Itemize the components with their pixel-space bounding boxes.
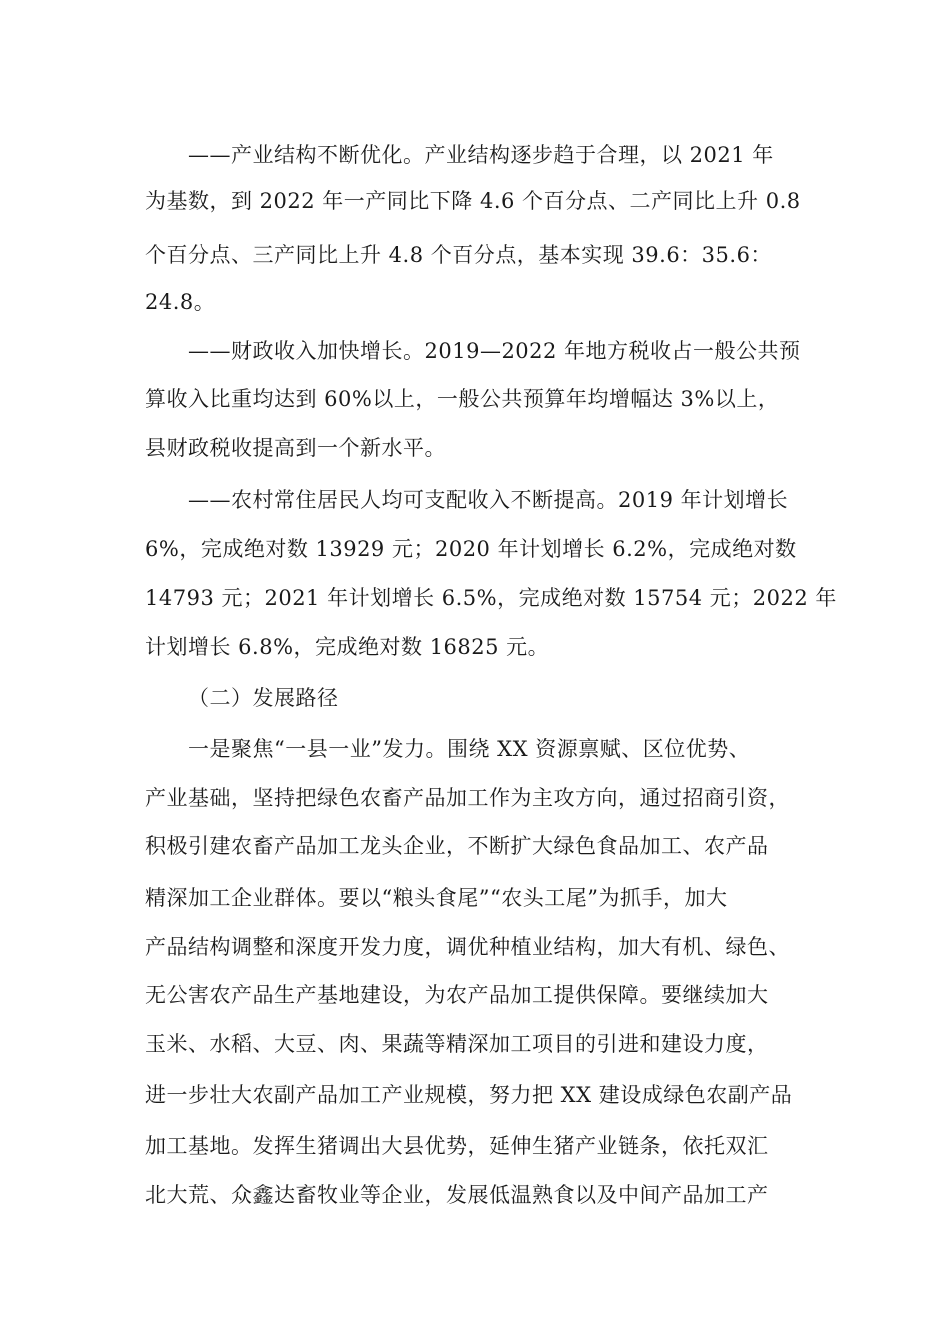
paragraph-5-line-8: 进一步壮大农副产品加工产业规模，努力把 XX 建设成绿色农副产品 <box>145 1083 793 1107</box>
paragraph-1-line-3: 个百分点、三产同比上升 4.8 个百分点，基本实现 39.6：35.6： <box>145 243 772 267</box>
paragraph-5-line-1: 一是聚焦“一县一业”发力。围绕 XX 资源禀赋、区位优势、 <box>188 737 751 761</box>
paragraph-3-line-3: 14793 元；2021 年计划增长 6.5%，完成绝对数 15754 元；2022 年 <box>145 586 837 610</box>
paragraph-5-line-6: 无公害农产品生产基地建设，为农产品加工提供保障。要继续加大 <box>145 983 769 1007</box>
paragraph-3-line-1: ——农村常住居民人均可支配收入不断提高。2019 年计划增长 <box>188 488 789 512</box>
paragraph-3-line-4: 计划增长 6.8%，完成绝对数 16825 元。 <box>145 635 550 659</box>
paragraph-1-line-2: 为基数，到 2022 年一产同比下降 4.6 个百分点、二产同比上升 0.8 <box>145 189 801 213</box>
paragraph-5-line-3: 积极引建农畜产品加工龙头企业，不断扩大绿色食品加工、农产品 <box>145 834 769 858</box>
paragraph-1-line-1: ——产业结构不断优化。产业结构逐步趋于合理，以 2021 年 <box>188 143 774 167</box>
paragraph-2-line-3: 县财政税收提高到一个新水平。 <box>145 436 446 460</box>
paragraph-5-line-9: 加工基地。发挥生猪调出大县优势，延伸生猪产业链条，依托双汇 <box>145 1134 769 1158</box>
section-heading: （二）发展路径 <box>188 686 339 710</box>
paragraph-2-line-1: ——财政收入加快增长。2019—2022 年地方税收占一般公共预 <box>188 339 801 363</box>
paragraph-1-line-4: 24.8。 <box>145 290 216 314</box>
paragraph-5-line-4: 精深加工企业群体。要以“粮头食尾”“农头工尾”为抓手，加大 <box>145 886 728 910</box>
paragraph-5-line-10: 北大荒、众鑫达畜牧业等企业，发展低温熟食以及中间产品加工产 <box>145 1183 769 1207</box>
paragraph-5-line-7: 玉米、水稻、大豆、肉、果蔬等精深加工项目的引进和建设力度， <box>145 1032 769 1056</box>
paragraph-5-line-2: 产业基础，坚持把绿色农畜产品加工作为主攻方向，通过招商引资， <box>145 786 790 810</box>
paragraph-3-line-2: 6%，完成绝对数 13929 元；2020 年计划增长 6.2%，完成绝对数 <box>145 537 797 561</box>
paragraph-5-line-5: 产品结构调整和深度开发力度，调优种植业结构，加大有机、绿色、 <box>145 935 790 959</box>
paragraph-2-line-2: 算收入比重均达到 60%以上，一般公共预算年均增幅达 3%以上， <box>145 387 780 411</box>
